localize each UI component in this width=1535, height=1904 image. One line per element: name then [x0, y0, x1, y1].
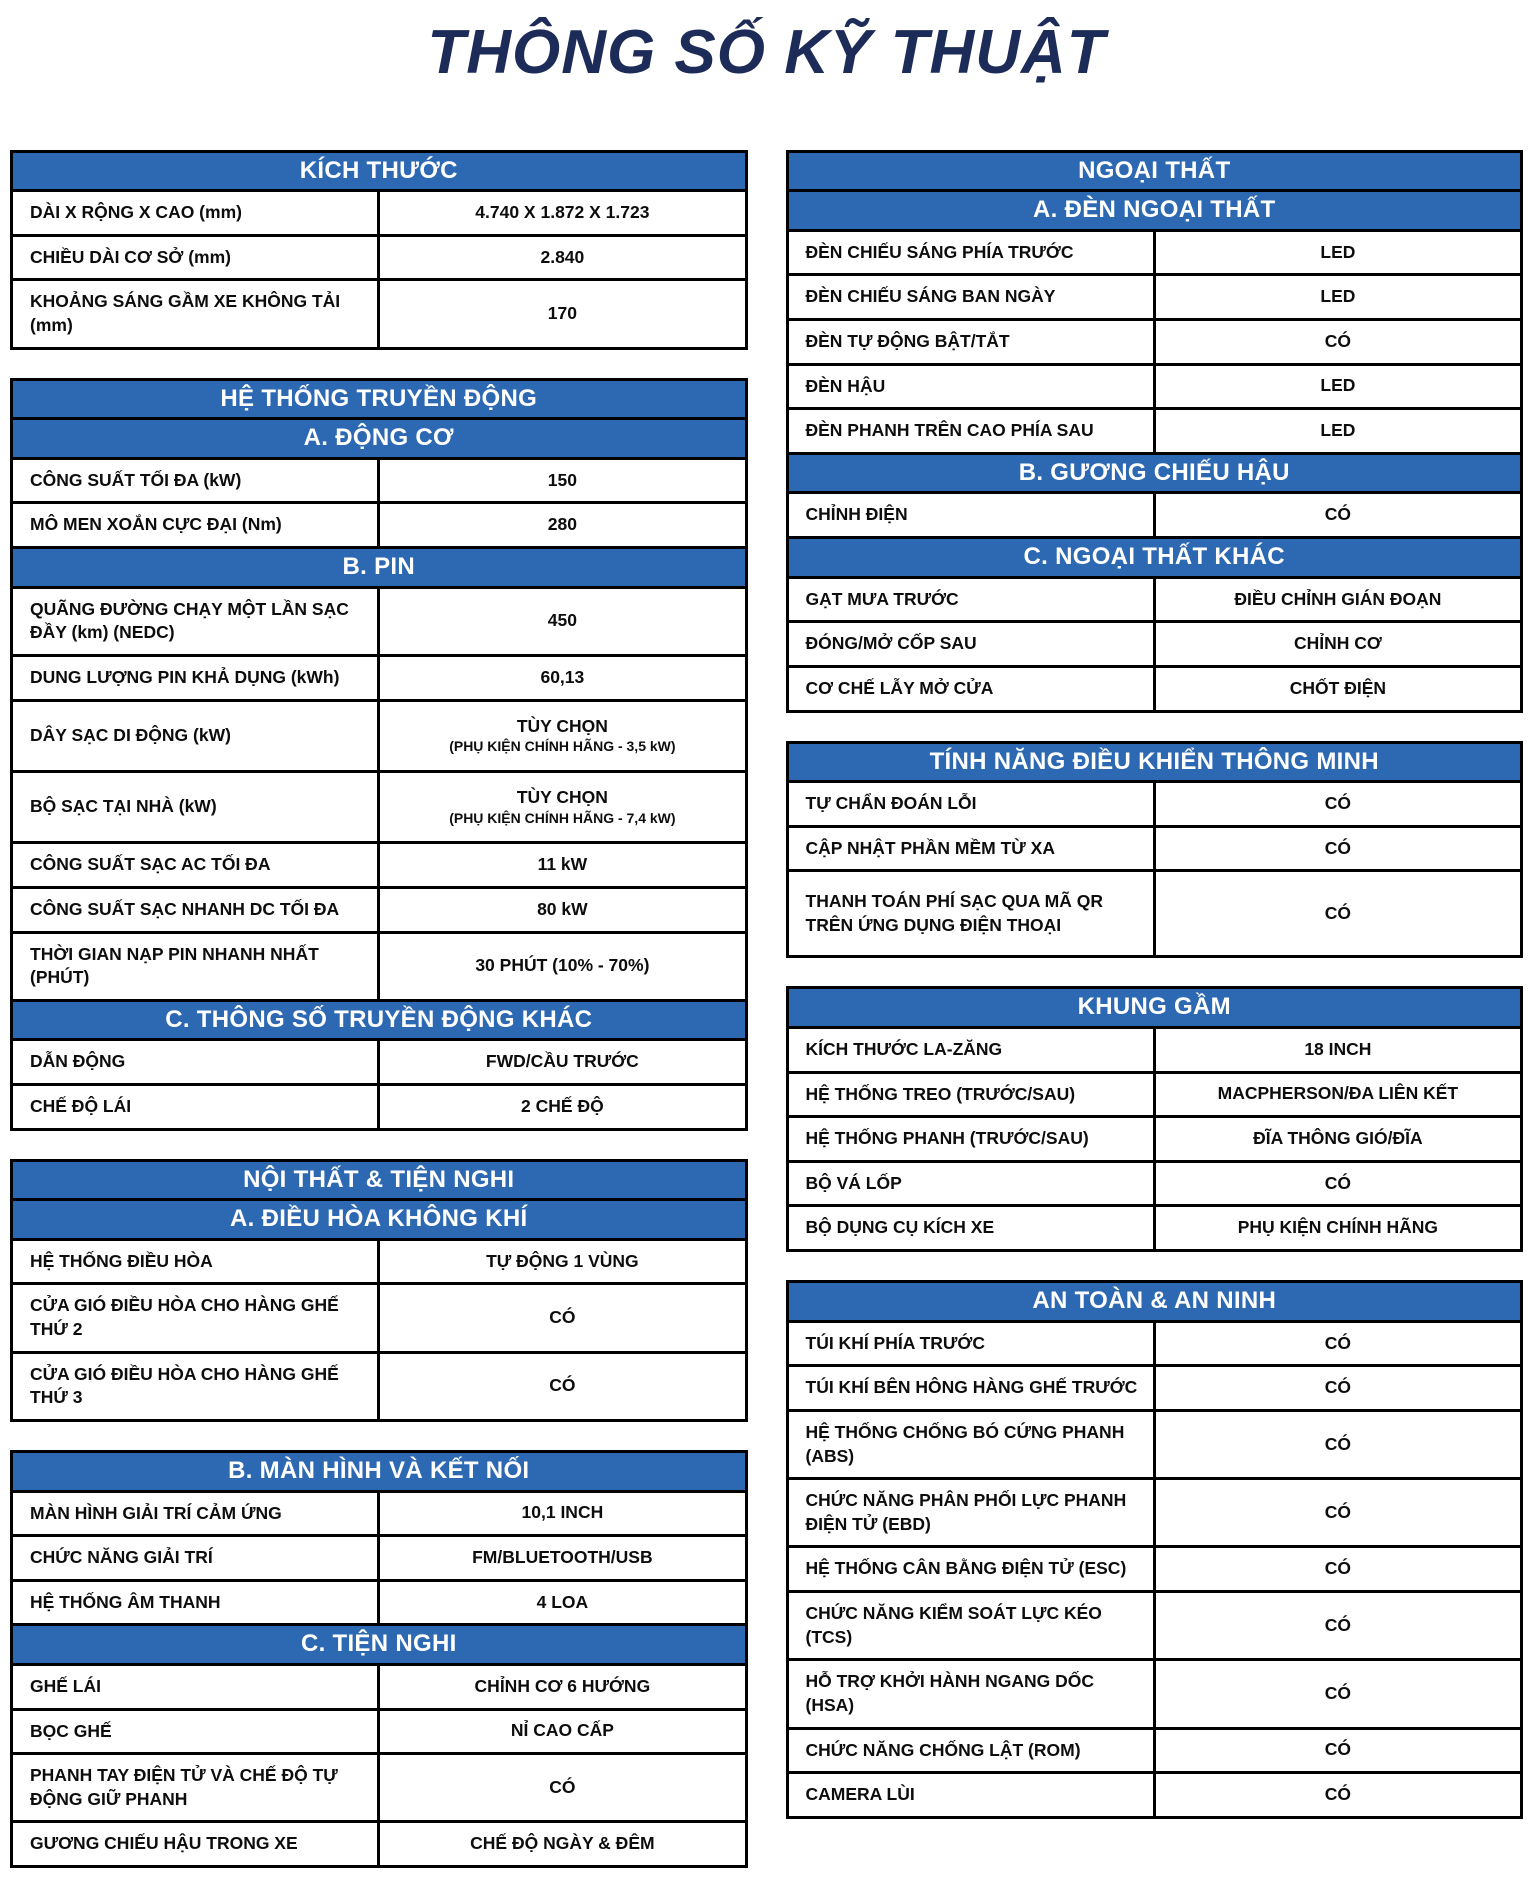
spec-row [787, 275, 1522, 320]
row-value-main: LED [1320, 241, 1356, 262]
row-label: PHANH TAY ĐIỆN TỬ VÀ CHẾ ĐỘ TỰ ĐỘNG GIỮ PHANH [12, 1754, 379, 1822]
row-value-main: CÓ [1324, 1614, 1351, 1635]
row-label: CẬP NHẬT PHẦN MỀM TỪ XA [787, 826, 1154, 871]
row-value [379, 1491, 746, 1536]
row-value [1154, 1161, 1521, 1206]
section-header-row [787, 988, 1522, 1028]
row-label: KÍCH THƯỚC LA-ZĂNG [787, 1027, 1154, 1072]
section-header-row [12, 1451, 747, 1491]
section-header-row [12, 1200, 747, 1240]
spec-table [786, 150, 1524, 713]
row-label: GƯƠNG CHIẾU HẬU TRONG XE [12, 1822, 379, 1867]
section-header: AN TOÀN & AN NINH [787, 1282, 1522, 1322]
spec-row [12, 1084, 747, 1129]
spec-table [786, 1280, 1524, 1819]
row-value-main: 60,13 [540, 666, 585, 687]
row-label: BỘ SẠC TẠI NHÀ (kW) [12, 771, 379, 842]
row-value [1154, 1410, 1521, 1478]
spec-row [12, 1822, 747, 1867]
spec-row [787, 364, 1522, 409]
section-header: NỘI THẤT & TIỆN NGHI [12, 1160, 747, 1200]
section-header-row [12, 548, 747, 588]
row-value-main: CÓ [1324, 1682, 1351, 1703]
row-value [379, 1352, 746, 1420]
spec-row [12, 655, 747, 700]
row-value-main: CHỐT ĐIỆN [1289, 677, 1386, 698]
row-value [379, 1664, 746, 1709]
row-label: CÔNG SUẤT TỐI ĐA (kW) [12, 458, 379, 503]
spec-row [787, 230, 1522, 275]
spec-row [12, 1040, 747, 1085]
row-label: HỆ THỐNG CHỐNG BÓ CỨNG PHANH (ABS) [787, 1410, 1154, 1478]
page-title: THÔNG SỐ KỸ THUẬT [427, 18, 1106, 87]
spec-row [12, 235, 747, 280]
row-label: GẠT MƯA TRƯỚC [787, 577, 1154, 622]
row-label: ĐÈN TỰ ĐỘNG BẬT/TẮT [787, 319, 1154, 364]
spec-row [787, 493, 1522, 538]
row-label: CHIỀU DÀI CƠ SỞ (mm) [12, 235, 379, 280]
spec-table [10, 1159, 748, 1422]
row-value-main: CÓ [1324, 1433, 1351, 1454]
section-header-row [12, 151, 747, 191]
row-value-main: LED [1320, 286, 1356, 307]
row-label: CỬA GIÓ ĐIỀU HÒA CHO HÀNG GHẾ THỨ 2 [12, 1284, 379, 1352]
row-label: HỆ THỐNG PHANH (TRƯỚC/SAU) [787, 1117, 1154, 1162]
section-header: KHUNG GẦM [787, 988, 1522, 1028]
row-value-main: CÓ [1324, 1739, 1351, 1760]
row-value-main: CÓ [1324, 1377, 1351, 1398]
row-value [1154, 409, 1521, 454]
section-header-row [12, 379, 747, 419]
spec-row [787, 319, 1522, 364]
spec-row [787, 622, 1522, 667]
section-header: A. ĐÈN NGOẠI THẤT [787, 191, 1522, 231]
spec-table [10, 1450, 748, 1868]
row-label: DÂY SẠC DI ĐỘNG (kW) [12, 700, 379, 771]
row-label: HỆ THỐNG ĐIỀU HÒA [12, 1239, 379, 1284]
spec-row [12, 932, 747, 1000]
row-value [379, 191, 746, 236]
spec-table [10, 150, 748, 350]
left-column [10, 150, 748, 1897]
row-value [379, 1580, 746, 1625]
spec-row [787, 1410, 1522, 1478]
row-label: CỬA GIÓ ĐIỀU HÒA CHO HÀNG GHẾ THỨ 3 [12, 1352, 379, 1420]
row-value-main: 80 kW [537, 898, 588, 919]
row-label: HỖ TRỢ KHỞI HÀNH NGANG DỐC (HSA) [787, 1660, 1154, 1728]
spec-row [12, 887, 747, 932]
section-header: B. PIN [12, 548, 747, 588]
spec-row [787, 1161, 1522, 1206]
row-label: CÔNG SUẤT SẠC AC TỐI ĐA [12, 843, 379, 888]
spec-row [12, 843, 747, 888]
row-value [1154, 871, 1521, 957]
row-value [1154, 577, 1521, 622]
row-value [379, 503, 746, 548]
row-value [1154, 230, 1521, 275]
row-value-main: CHẾ ĐỘ NGÀY & ĐÊM [470, 1833, 655, 1854]
section-header-row [787, 191, 1522, 231]
row-value-main: LED [1320, 420, 1356, 441]
row-value [379, 235, 746, 280]
section-header: B. MÀN HÌNH VÀ KẾT NỐI [12, 1451, 747, 1491]
row-label: CHỈNH ĐIỆN [787, 493, 1154, 538]
row-value-sub: (PHỤ KIỆN CHÍNH HÃNG - 3,5 kW) [449, 738, 676, 755]
spec-table [10, 378, 748, 1131]
row-value-main: CÓ [549, 1375, 576, 1396]
row-label: BỘ VÁ LỐP [787, 1161, 1154, 1206]
spec-row [12, 503, 747, 548]
spec-row [787, 826, 1522, 871]
row-label: TÚI KHÍ PHÍA TRƯỚC [787, 1321, 1154, 1366]
spec-row [12, 771, 747, 842]
section-header-row [787, 742, 1522, 782]
row-value-main: CÓ [549, 1776, 576, 1797]
row-label: ĐÈN PHANH TRÊN CAO PHÍA SAU [787, 409, 1154, 454]
row-value-main: ĐIỀU CHỈNH GIÁN ĐOẠN [1234, 588, 1442, 609]
spec-row [787, 666, 1522, 711]
row-value-main: 18 INCH [1304, 1038, 1372, 1059]
row-value-main: CÓ [1324, 1558, 1351, 1579]
spec-row [12, 1754, 747, 1822]
row-label: MÀN HÌNH GIẢI TRÍ CẢM ỨNG [12, 1491, 379, 1536]
row-value [1154, 1321, 1521, 1366]
spec-row [787, 1592, 1522, 1660]
row-label: ĐÓNG/MỞ CỐP SAU [787, 622, 1154, 667]
spec-columns [10, 150, 1523, 1897]
row-label: CHỨC NĂNG GIẢI TRÍ [12, 1536, 379, 1581]
row-label: KHOẢNG SÁNG GẦM XE KHÔNG TẢI (mm) [12, 280, 379, 348]
row-value [379, 1084, 746, 1129]
section-header-row [787, 453, 1522, 493]
spec-row [12, 1352, 747, 1420]
row-value-main: 2.840 [540, 246, 585, 267]
row-value-main: FM/BLUETOOTH/USB [472, 1547, 653, 1567]
row-label: QUÃNG ĐƯỜNG CHẠY MỘT LẦN SẠC ĐẦY (km) (NEDC) [12, 587, 379, 655]
row-value [1154, 1773, 1521, 1818]
row-value [379, 1040, 746, 1085]
spec-row [12, 1709, 747, 1754]
row-label: ĐÈN CHIẾU SÁNG PHÍA TRƯỚC [787, 230, 1154, 275]
row-value-main: NỈ CAO CẤP [510, 1720, 614, 1741]
spec-table [786, 986, 1524, 1252]
row-value-main: PHỤ KIỆN CHÍNH HÃNG [1237, 1217, 1439, 1238]
row-label: CAMERA LÙI [787, 1773, 1154, 1818]
section-header: TÍNH NĂNG ĐIỀU KHIỂN THÔNG MINH [787, 742, 1522, 782]
section-header: B. GƯƠNG CHIẾU HẬU [787, 453, 1522, 493]
row-value-sub: (PHỤ KIỆN CHÍNH HÃNG - 7,4 kW) [449, 809, 676, 826]
spec-row [787, 1773, 1522, 1818]
row-label: BỘ DỤNG CỤ KÍCH XE [787, 1206, 1154, 1251]
section-header-row [787, 1282, 1522, 1322]
section-header-row [787, 151, 1522, 191]
row-value [379, 1822, 746, 1867]
row-label: CHỨC NĂNG CHỐNG LẬT (ROM) [787, 1728, 1154, 1773]
spec-row [12, 1284, 747, 1352]
spec-row [787, 1027, 1522, 1072]
row-value-main: 4 LOA [536, 1591, 589, 1612]
row-label: MÔ MEN XOẮN CỰC ĐẠI (Nm) [12, 503, 379, 548]
row-value [379, 932, 746, 1000]
row-value-main: 4.740 X 1.872 X 1.723 [475, 201, 650, 222]
row-value-main: CÓ [1324, 837, 1351, 858]
row-value [1154, 826, 1521, 871]
section-header: KÍCH THƯỚC [12, 151, 747, 191]
spec-row [787, 1072, 1522, 1117]
row-value-main: 11 kW [537, 854, 588, 875]
row-value [379, 1709, 746, 1754]
row-value [1154, 1206, 1521, 1251]
row-value-main: 150 [547, 469, 577, 490]
section-header-row [12, 1000, 747, 1040]
section-header: A. ĐIỀU HÒA KHÔNG KHÍ [12, 1200, 747, 1240]
section-header-row [12, 1625, 747, 1665]
spec-row [787, 1206, 1522, 1251]
row-value-main: CÓ [1324, 1784, 1351, 1805]
section-header-row [787, 538, 1522, 578]
row-value [1154, 493, 1521, 538]
spec-row [787, 1479, 1522, 1547]
row-value [379, 655, 746, 700]
row-label: HỆ THỐNG TREO (TRƯỚC/SAU) [787, 1072, 1154, 1117]
row-value-main: CÓ [1324, 1501, 1351, 1522]
spec-table [786, 741, 1524, 959]
right-column [786, 150, 1524, 1847]
row-label: ĐÈN CHIẾU SÁNG BAN NGÀY [787, 275, 1154, 320]
row-value [1154, 782, 1521, 827]
row-value-main: TỰ ĐỘNG 1 VÙNG [486, 1250, 639, 1271]
spec-row [12, 1580, 747, 1625]
spec-row [787, 1728, 1522, 1773]
row-value [379, 1754, 746, 1822]
section-header: C. TIỆN NGHI [12, 1625, 747, 1665]
row-label: CÔNG SUẤT SẠC NHANH DC TỐI ĐA [12, 887, 379, 932]
row-value [1154, 666, 1521, 711]
row-label: THỜI GIAN NẠP PIN NHANH NHẤT (PHÚT) [12, 932, 379, 1000]
row-value-main: 450 [547, 610, 577, 631]
row-value-main: CÓ [549, 1307, 576, 1328]
spec-row [12, 700, 747, 771]
spec-row [12, 1664, 747, 1709]
spec-row [787, 1366, 1522, 1411]
row-label: GHẾ LÁI [12, 1664, 379, 1709]
row-value-main: CÓ [1324, 792, 1351, 813]
row-value [379, 887, 746, 932]
spec-row [787, 1547, 1522, 1592]
row-label: THANH TOÁN PHÍ SẠC QUA MÃ QR TRÊN ỨNG DỤNG ĐIỆN THOẠI [787, 871, 1154, 957]
section-header: C. THÔNG SỐ TRUYỀN ĐỘNG KHÁC [12, 1000, 747, 1040]
row-value [379, 843, 746, 888]
row-label: DÀI X RỘNG X CAO (mm) [12, 191, 379, 236]
row-value-main: TÙY CHỌN [516, 715, 608, 736]
section-header-row [12, 419, 747, 459]
row-value [379, 771, 746, 842]
row-value [1154, 319, 1521, 364]
row-value [1154, 1547, 1521, 1592]
row-value [1154, 1728, 1521, 1773]
spec-row [12, 458, 747, 503]
row-value [1154, 1117, 1521, 1162]
row-value-main: 170 [547, 303, 577, 324]
spec-row [787, 577, 1522, 622]
spec-row [12, 280, 747, 348]
row-label: CƠ CHẾ LẪY MỞ CỬA [787, 666, 1154, 711]
spec-row [787, 1660, 1522, 1728]
row-label: HỆ THỐNG ÂM THANH [12, 1580, 379, 1625]
row-value [379, 458, 746, 503]
row-value [1154, 622, 1521, 667]
row-value-main: TÙY CHỌN [516, 786, 608, 807]
row-value [379, 1239, 746, 1284]
row-value-main: CÓ [1324, 330, 1351, 351]
row-value [1154, 364, 1521, 409]
row-value-main: 30 PHÚT (10% - 70%) [475, 955, 650, 976]
row-label: BỌC GHẾ [12, 1709, 379, 1754]
row-value-main: ĐĨA THÔNG GIÓ/ĐĨA [1253, 1128, 1423, 1149]
row-value-main: 10,1 INCH [521, 1502, 604, 1523]
row-value [379, 1536, 746, 1581]
row-label: DẪN ĐỘNG [12, 1040, 379, 1085]
row-label-line2: TRÊN ỨNG DỤNG ĐIỆN THOẠI [805, 914, 1062, 935]
row-label: TÚI KHÍ BÊN HÔNG HÀNG GHẾ TRƯỚC [787, 1366, 1154, 1411]
row-label: TỰ CHẨN ĐOÁN LỖI [787, 782, 1154, 827]
spec-row [12, 1491, 747, 1536]
section-header-row [12, 1160, 747, 1200]
row-value-main: CHỈNH CƠ 6 HƯỚNG [474, 1675, 651, 1696]
row-value [379, 280, 746, 348]
section-header: HỆ THỐNG TRUYỀN ĐỘNG [12, 379, 747, 419]
section-header: NGOẠI THẤT [787, 151, 1522, 191]
row-value-main: CÓ [1324, 1332, 1351, 1353]
row-label: CHẾ ĐỘ LÁI [12, 1084, 379, 1129]
section-header: C. NGOẠI THẤT KHÁC [787, 538, 1522, 578]
section-header: A. ĐỘNG CƠ [12, 419, 747, 459]
row-value [1154, 1660, 1521, 1728]
row-value-main: CÓ [1324, 504, 1351, 525]
row-label: CHỨC NĂNG PHÂN PHỐI LỰC PHANH ĐIỆN TỬ (EBD) [787, 1479, 1154, 1547]
row-label: DUNG LƯỢNG PIN KHẢ DỤNG (kWh) [12, 655, 379, 700]
spec-row [12, 191, 747, 236]
row-value [1154, 275, 1521, 320]
spec-row [787, 409, 1522, 454]
row-label: CHỨC NĂNG KIỂM SOÁT LỰC KÉO (TCS) [787, 1592, 1154, 1660]
row-value [379, 700, 746, 771]
row-value-main: CÓ [1324, 1172, 1351, 1193]
row-value [379, 1284, 746, 1352]
row-value [379, 587, 746, 655]
row-value [1154, 1592, 1521, 1660]
spec-row [787, 871, 1522, 957]
row-value-main: MACPHERSON/ĐA LIÊN KẾT [1217, 1083, 1459, 1104]
row-value-main: FWD/CẦU TRƯỚC [485, 1051, 639, 1072]
row-value [1154, 1027, 1521, 1072]
row-value-main: CHỈNH CƠ [1293, 633, 1382, 654]
row-value-main: LED [1320, 375, 1356, 396]
spec-row [787, 1321, 1522, 1366]
spec-row [12, 1239, 747, 1284]
row-value [1154, 1072, 1521, 1117]
row-value [1154, 1479, 1521, 1547]
spec-row [12, 587, 747, 655]
spec-row [12, 1536, 747, 1581]
row-value-main: CÓ [1324, 902, 1351, 923]
row-value [1154, 1366, 1521, 1411]
row-label: ĐÈN HẬU [787, 364, 1154, 409]
row-label: HỆ THỐNG CÂN BẰNG ĐIỆN TỬ (ESC) [787, 1547, 1154, 1592]
spec-row [787, 1117, 1522, 1162]
spec-row [787, 782, 1522, 827]
row-value-main: 280 [547, 514, 577, 535]
row-value-main: 2 CHẾ ĐỘ [521, 1095, 604, 1116]
